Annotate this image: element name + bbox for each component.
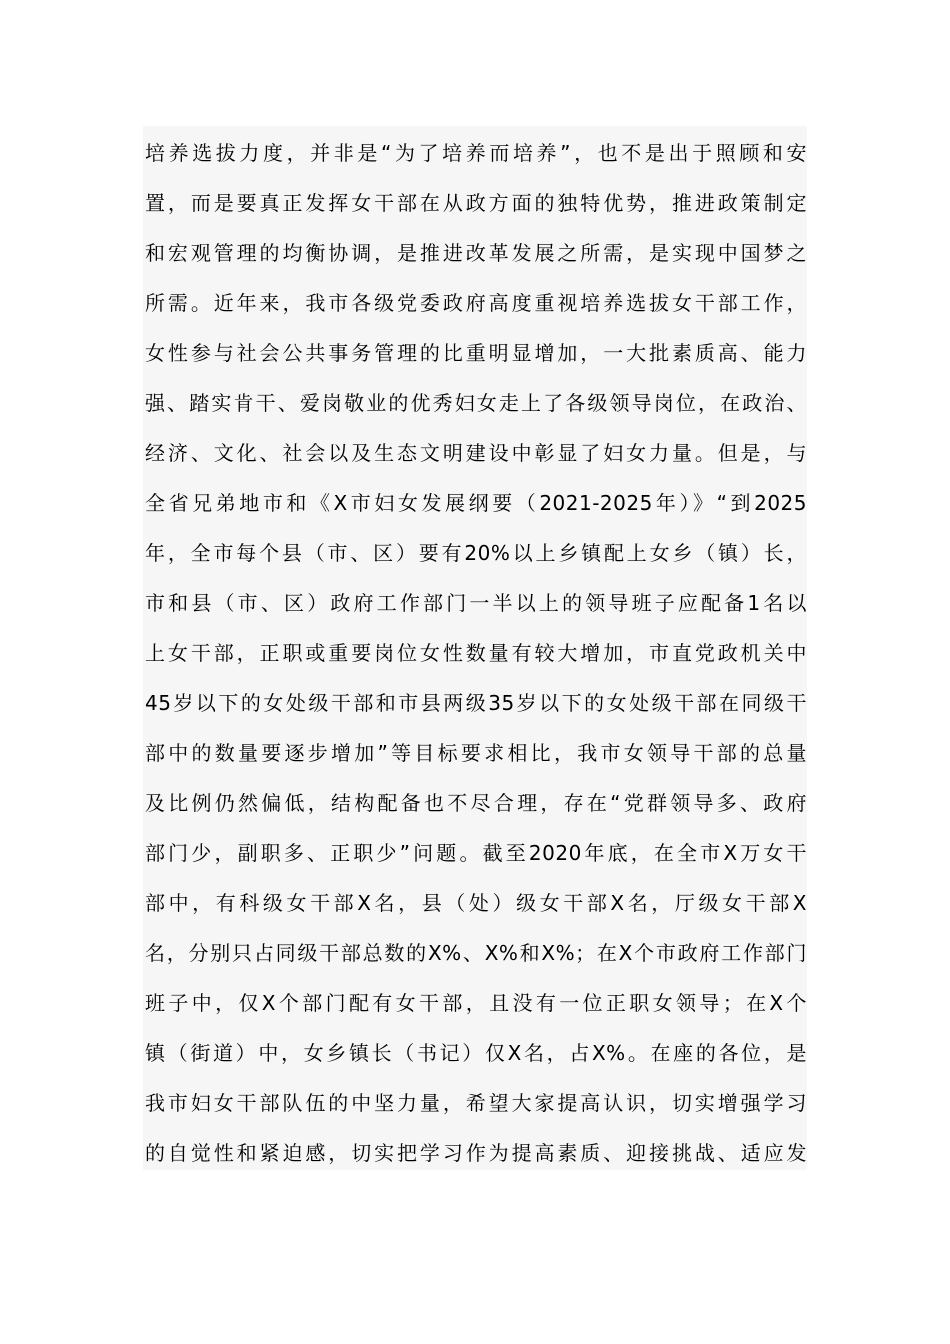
text-line: 部中，有科级女干部X名，县（处）级女干部X名，厅级女干部X — [145, 891, 807, 915]
text-line: 镇（街道）中，女乡镇长（书记）仅X名，占X%。在座的各位，是 — [145, 1041, 807, 1065]
text-line: 和宏观管理的均衡协调，是推进改革发展之所需，是实现中国梦之 — [145, 241, 807, 265]
text-line: 我市妇女干部队伍的中坚力量，希望大家提高认识，切实增强学习 — [145, 1091, 807, 1115]
text-line: 及比例仍然偏低，结构配备也不尽合理，存在“党群领导多、政府 — [145, 791, 807, 815]
text-line: 女性参与社会公共事务管理的比重明显增加，一大批素质高、能力 — [145, 341, 807, 365]
text-line: 所需。近年来，我市各级党委政府高度重视培养选拔女干部工作， — [145, 291, 807, 315]
text-line: 的自觉性和紧迫感，切实把学习作为提高素质、迎接挑战、适应发 — [145, 1141, 807, 1165]
text-line: 班子中，仅X个部门配有女干部，且没有一位正职女领导；在X个 — [145, 991, 807, 1015]
text-line: 市和县（市、区）政府工作部门一半以上的领导班子应配备1名以 — [145, 591, 807, 615]
text-line: 全省兄弟地市和《X市妇女发展纲要（2021-2025年）》“到2025 — [145, 491, 807, 515]
text-line: 45岁以下的女处级干部和市县两级35岁以下的女处级干部在同级干 — [145, 691, 807, 715]
text-line: 年，全市每个县（市、区）要有20%以上乡镇配上女乡（镇）长， — [145, 541, 807, 565]
text-line: 名，分别只占同级干部总数的X%、X%和X%；在X个市政府工作部门 — [145, 941, 807, 965]
text-line: 上女干部，正职或重要岗位女性数量有较大增加，市直党政机关中 — [145, 641, 807, 665]
text-line: 部中的数量要逐步增加”等目标要求相比，我市女领导干部的总量 — [145, 741, 807, 765]
text-line: 强、踏实肯干、爱岗敬业的优秀妇女走上了各级领导岗位，在政治、 — [145, 391, 807, 415]
text-line: 经济、文化、社会以及生态文明建设中彰显了妇女力量。但是，与 — [145, 441, 807, 465]
text-line: 部门少，副职多、正职少”问题。截至2020年底，在全市X万女干 — [145, 841, 807, 865]
text-line: 培养选拔力度，并非是“为了培养而培养”，也不是出于照顾和安 — [145, 141, 807, 165]
text-line: 置，而是要真正发挥女干部在从政方面的独特优势，推进政策制定 — [145, 191, 807, 215]
